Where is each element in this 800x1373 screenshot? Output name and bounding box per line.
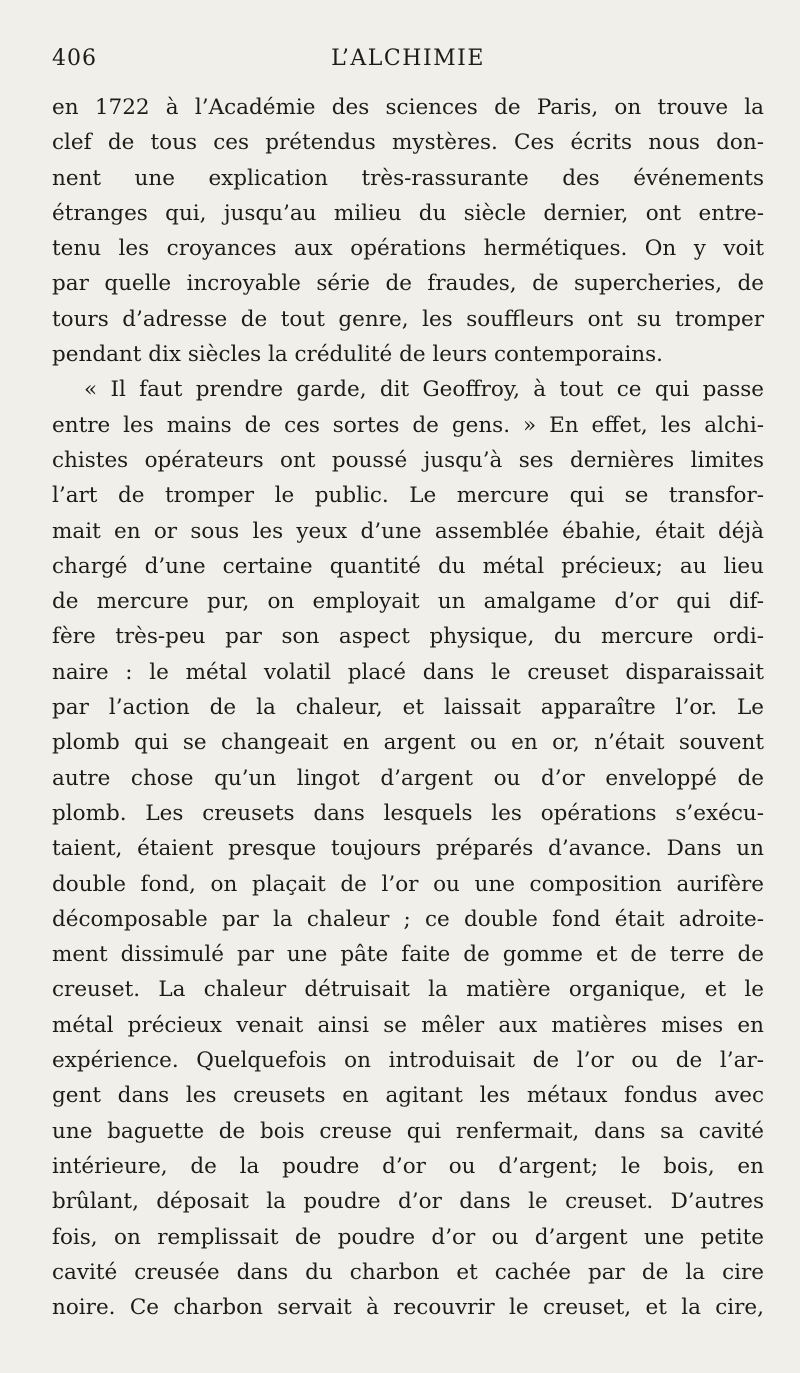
text-line: mait en or sous les yeux d’une assemblée ébahie, était déjà: [52, 518, 764, 544]
text-line: métal précieux venait ainsi se mêler aux matières mises en: [52, 1012, 764, 1038]
text-line: de mercure pur, on employait un amalgame d’or qui dif-: [52, 589, 764, 615]
text-line: tours d’adresse de tout genre, les souffleurs ont su tromper: [52, 306, 764, 332]
text-line: chargé d’une certaine quantité du métal précieux; au lieu: [52, 553, 764, 579]
text-line: « Il faut prendre garde, dit Geoffroy, à tout ce qui passe: [84, 377, 764, 403]
text-line: plomb qui se changeait en argent ou en or, n’était souvent: [52, 730, 764, 756]
text-line: une baguette de bois creuse qui renfermait, dans sa cavité: [52, 1118, 764, 1144]
text-line: décomposable par la chaleur ; ce double fond était adroite-: [52, 906, 764, 932]
text-line: étranges qui, jusqu’au milieu du siècle dernier, ont entre-: [52, 200, 764, 226]
text-line: tenu les croyances aux opérations hermétiques. On y voit: [52, 236, 764, 262]
text-line: cavité creusée dans du charbon et cachée par de la cire: [52, 1259, 764, 1285]
text-line: noire. Ce charbon servait à recouvrir le creuset, et la cire,: [52, 1295, 764, 1321]
text-line: clef de tous ces prétendus mystères. Ces écrits nous don-: [52, 130, 764, 156]
text-line: nent une explication très-rassurante des événements: [52, 165, 764, 191]
text-line: double fond, on plaçait de l’or ou une composition aurifère: [52, 871, 764, 897]
text-line: chistes opérateurs ont poussé jusqu’à ses dernières limites: [52, 447, 764, 473]
page-number: 406: [52, 46, 97, 71]
text-line: fère très-peu par son aspect physique, du mercure ordi-: [52, 624, 764, 650]
text-line: l’art de tromper le public. Le mercure qui se transfor-: [52, 483, 764, 509]
text-line: en 1722 à l’Académie des sciences de Paris, on trouve la: [52, 95, 764, 120]
text-line: intérieure, de la poudre d’or ou d’argent; le bois, en: [52, 1153, 764, 1179]
body-text: [52, 90, 764, 1325]
text-line: ment dissimulé par une pâte faite de gomme et de terre de: [52, 942, 764, 968]
text-line: creuset. La chaleur détruisait la matière organique, et le: [52, 977, 764, 1003]
text-line: entre les mains de ces sortes de gens. » En effet, les alchi-: [52, 412, 764, 438]
text-line: pendant dix siècles la crédulité de leurs contemporains.: [52, 342, 663, 368]
text-line: plomb. Les creusets dans lesquels les opérations s’exécu-: [52, 800, 764, 826]
text-line: autre chose qu’un lingot d’argent ou d’or enveloppé de: [52, 765, 764, 791]
text-line: taient, étaient presque toujours préparés d’avance. Dans un: [52, 836, 764, 862]
text-line: naire : le métal volatil placé dans le creuset disparaissait: [52, 659, 764, 685]
text-line: par l’action de la chaleur, et laissait apparaître l’or. Le: [52, 695, 764, 721]
text-line: par quelle incroyable série de fraudes, de supercheries, de: [52, 271, 764, 297]
text-line: expérience. Quelquefois on introduisait de l’or ou de l’ar-: [52, 1048, 764, 1074]
text-line: brûlant, déposait la poudre d’or dans le creuset. D’autres: [52, 1189, 764, 1215]
running-head: [52, 46, 764, 76]
text-line: gent dans les creusets en agitant les métaux fondus avec: [52, 1083, 764, 1109]
running-title: L’ALCHIMIE: [331, 46, 485, 71]
text-line: fois, on remplissait de poudre d’or ou d’argent une petite: [52, 1224, 764, 1250]
